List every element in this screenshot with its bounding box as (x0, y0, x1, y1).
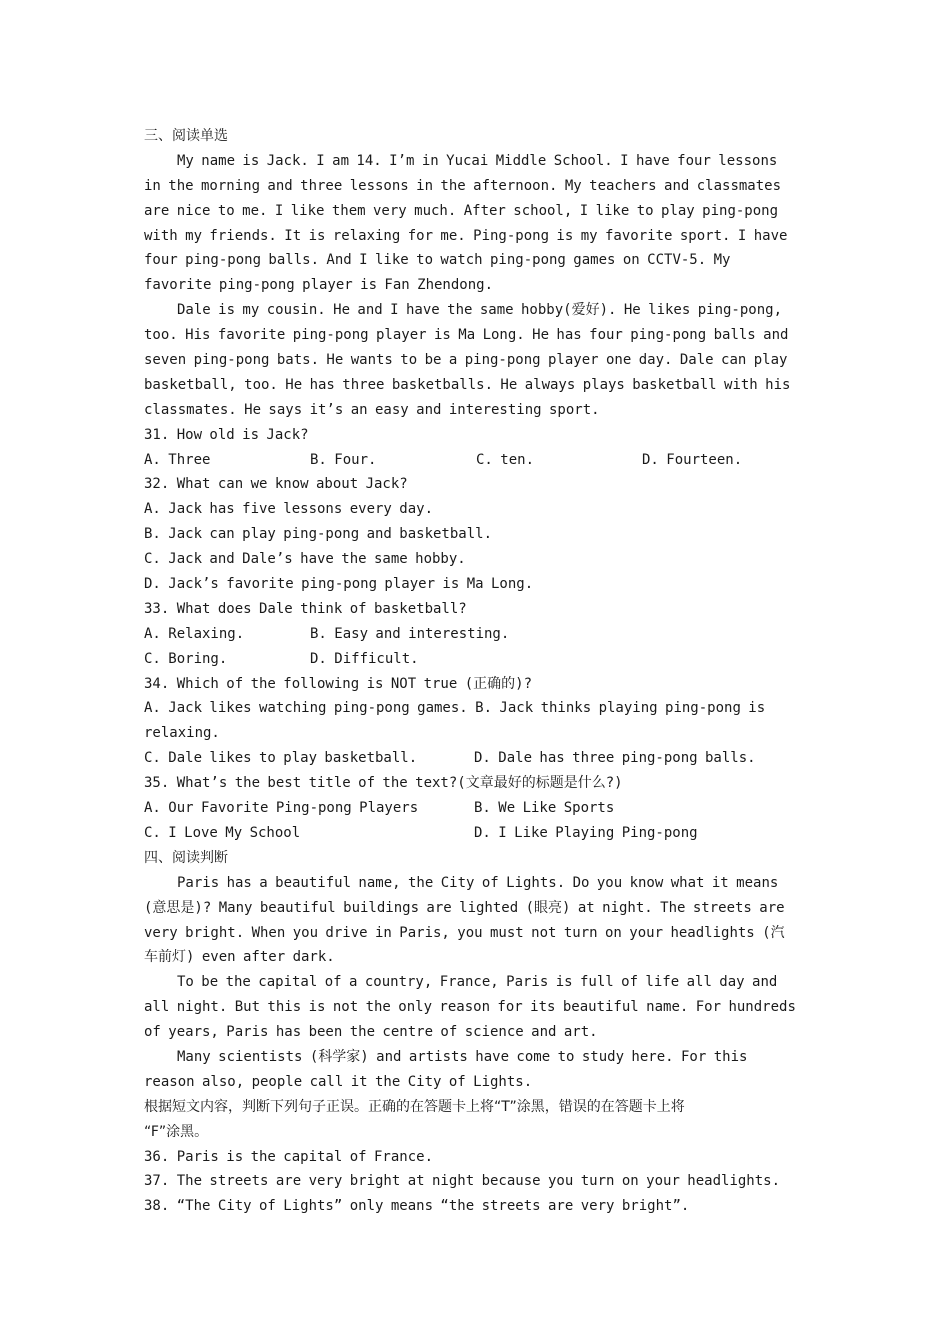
option-c: C. I Love My School (144, 824, 301, 841)
question-stem: 32. What can we know about Jack? (144, 476, 408, 493)
option-c: C. ten. (476, 451, 535, 468)
option-b: B. Four. (310, 451, 377, 468)
text-line: are nice to me. I like them very much. After school, I like to play ping-pong (144, 202, 779, 219)
text-line: too. His favorite ping-pong player is Ma Long. He has four ping-pong balls and (144, 327, 789, 344)
option-a: A. Three (144, 451, 211, 468)
text-line: 车前灯) even after dark. (144, 949, 335, 966)
text-line: four ping-pong balls. And I like to watch ping-pong games on CCTV-5. My (144, 252, 731, 269)
options-row (144, 622, 814, 647)
option-d: D. I Like Playing Ping-pong (474, 824, 698, 841)
text-line: of years, Paris has been the centre of science and art. (144, 1024, 598, 1041)
question-stem: 35. What’s the best title of the text?(文章最好的标题是什么?) (144, 775, 623, 792)
options-row (144, 647, 814, 672)
option-b: B. We Like Sports (474, 800, 615, 817)
question-stem: 31. How old is Jack? (144, 426, 309, 443)
text-line: Many scientists (科学家) and artists have come to study here. For this (177, 1048, 748, 1065)
option-a: A. Jack has five lessons every day. (144, 501, 434, 518)
question-36: 36. Paris is the capital of France. (144, 1148, 434, 1165)
option-c: C. Boring. (144, 650, 228, 667)
question-38: 38. “The City of Lights” only means “the streets are very bright”. (144, 1198, 690, 1215)
question-37: 37. The streets are very bright at night because you turn on your headlights. (144, 1173, 781, 1190)
text-line: very bright. When you drive in Paris, you must not turn on your headlights (汽 (144, 924, 785, 941)
options-row (144, 746, 814, 771)
text-line: Paris has a beautiful name, the City of Lights. Do you know what it means (177, 874, 779, 891)
question-34 (144, 672, 814, 772)
option-d: D. Fourteen. (642, 451, 743, 468)
question-stem: 34. Which of the following is NOT true (正确的)? (144, 675, 533, 692)
passage-2-paragraph-2 (144, 970, 814, 1045)
text-line: favorite ping-pong player is Fan Zhendong. (144, 277, 494, 294)
options-a-b-continued: relaxing. (144, 725, 220, 742)
options-row (144, 448, 814, 473)
question-31 (144, 423, 814, 473)
option-d: D. Difficult. (310, 650, 419, 667)
section-4-heading: 四、阅读判断 (144, 849, 228, 866)
option-b: B. Easy and interesting. (310, 625, 510, 642)
passage-1-paragraph-2 (144, 298, 814, 422)
text-line: Dale is my cousin. He and I have the same hobby(爱好). He likes ping-pong, (177, 302, 783, 319)
options-row (144, 821, 814, 846)
passage-1-paragraph-1 (144, 149, 814, 298)
text-line: My name is Jack. I am 14. I’m in Yucai Middle School. I have four lessons (177, 152, 778, 169)
text-line: basketball, too. He has three basketballs. He always plays basketball with his (144, 376, 791, 393)
question-33 (144, 597, 814, 672)
instruction-line: 根据短文内容，判断下列句子正误。正确的在答题卡上将“T”涂黑，错误的在答题卡上将 (144, 1098, 685, 1115)
option-a: A. Relaxing. (144, 625, 245, 642)
passage-2-paragraph-3 (144, 1045, 814, 1095)
document-page (144, 124, 814, 1219)
text-line: with my friends. It is relaxing for me. Ping-pong is my favorite sport. I have (144, 227, 788, 244)
options-row (144, 796, 814, 821)
text-line: all night. But this is not the only reason for its beautiful name. For hundreds (144, 999, 796, 1016)
question-stem: 33. What does Dale think of basketball? (144, 600, 467, 617)
text-line: in the morning and three lessons in the afternoon. My teachers and classmates (144, 177, 782, 194)
text-line: (意思是)? Many beautiful buildings are lighted (眼亮) at night. The streets are (144, 899, 785, 916)
question-35 (144, 771, 814, 846)
options-a-b: A. Jack likes watching ping-pong games. B. Jack thinks playing ping-pong is (144, 700, 766, 717)
passage-2-paragraph-1 (144, 871, 814, 971)
question-32 (144, 472, 814, 596)
option-d: D. Dale has three ping-pong balls. (474, 750, 756, 767)
text-line: classmates. He says it’s an easy and interesting sport. (144, 401, 600, 418)
option-c: C. Jack and Dale’s have the same hobby. (144, 551, 466, 568)
option-c: C. Dale likes to play basketball. (144, 750, 418, 767)
instruction (144, 1095, 814, 1145)
option-b: B. Jack can play ping-pong and basketball. (144, 526, 493, 543)
option-d: D. Jack’s favorite ping-pong player is Ma Long. (144, 576, 534, 593)
instruction-line: “F”涂黑。 (144, 1123, 209, 1140)
option-a: A. Our Favorite Ping-pong Players (144, 800, 419, 817)
text-line: seven ping-pong bats. He wants to be a ping-pong player one day. Dale can play (144, 352, 788, 369)
text-line: reason also, people call it the City of Lights. (144, 1073, 533, 1090)
text-line: To be the capital of a country, France, Paris is full of life all day and (177, 974, 778, 991)
section-3-heading: 三、阅读单选 (144, 128, 228, 144)
